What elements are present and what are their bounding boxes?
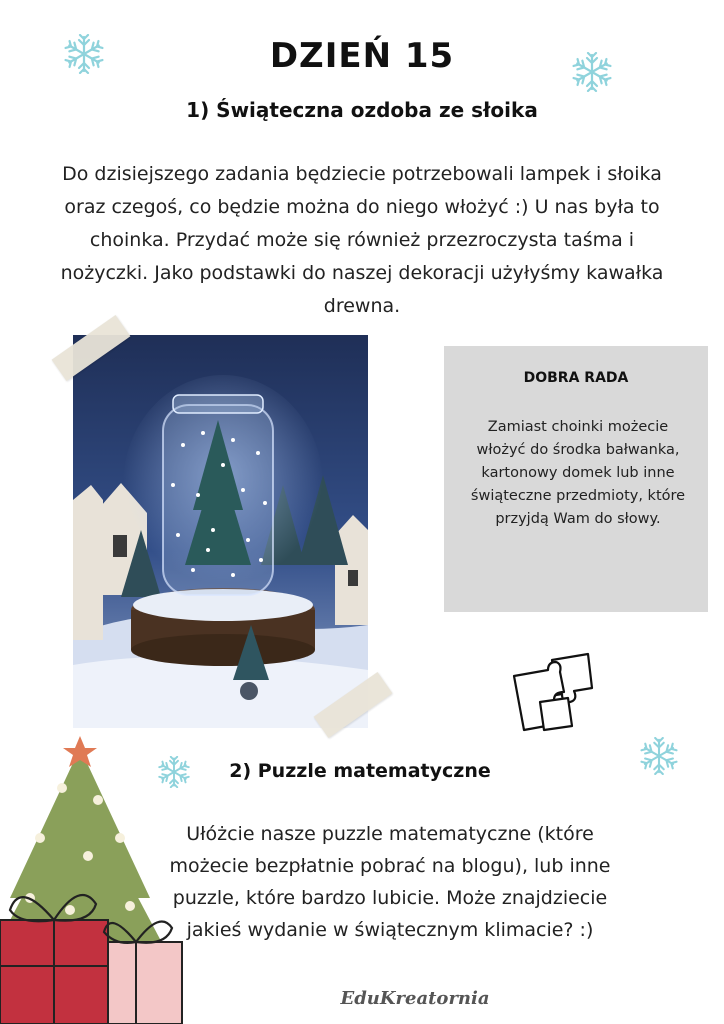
section-1-heading: 1) Świąteczna ozdoba ze słoika — [186, 98, 538, 122]
puzzle-icon — [504, 652, 596, 734]
section-2-body: Ułóżcie nasze puzzle matematyczne (które możecie bezpłatnie pobrać na blogu), lub inne puzzle, które bardzo lubicie. Może znajdziecie jakieś wydanie w świątecznym klimacie? :) — [169, 823, 611, 941]
section-1-body: Do dzisiejszego zadania będziecie potrzebowali lampek i słoika oraz czegoś, co będzie można do niego włożyć :) U nas była to choinka. Przydać może się również przezroczysta taśma i nożyczki. Jako podstawki do naszej dekoracji użyłyśmy kawałka drewna. — [60, 163, 664, 317]
page-title: DZIEŃ 15 — [269, 36, 455, 76]
jar-decoration-photo — [73, 335, 368, 728]
snowflake-icon — [640, 737, 678, 775]
brand-logo: EduKreatornia — [340, 988, 490, 1009]
tip-title: DOBRA RADA — [523, 370, 629, 386]
section-2-heading: 2) Puzzle matematyczne — [229, 760, 491, 782]
tip-box — [444, 346, 708, 612]
tip-text: Zamiast choinki możecie włożyć do środka bałwanka, kartonowy domek lub inne świąteczne przedmioty, które przyjdą Wam do słowy. — [470, 419, 686, 527]
